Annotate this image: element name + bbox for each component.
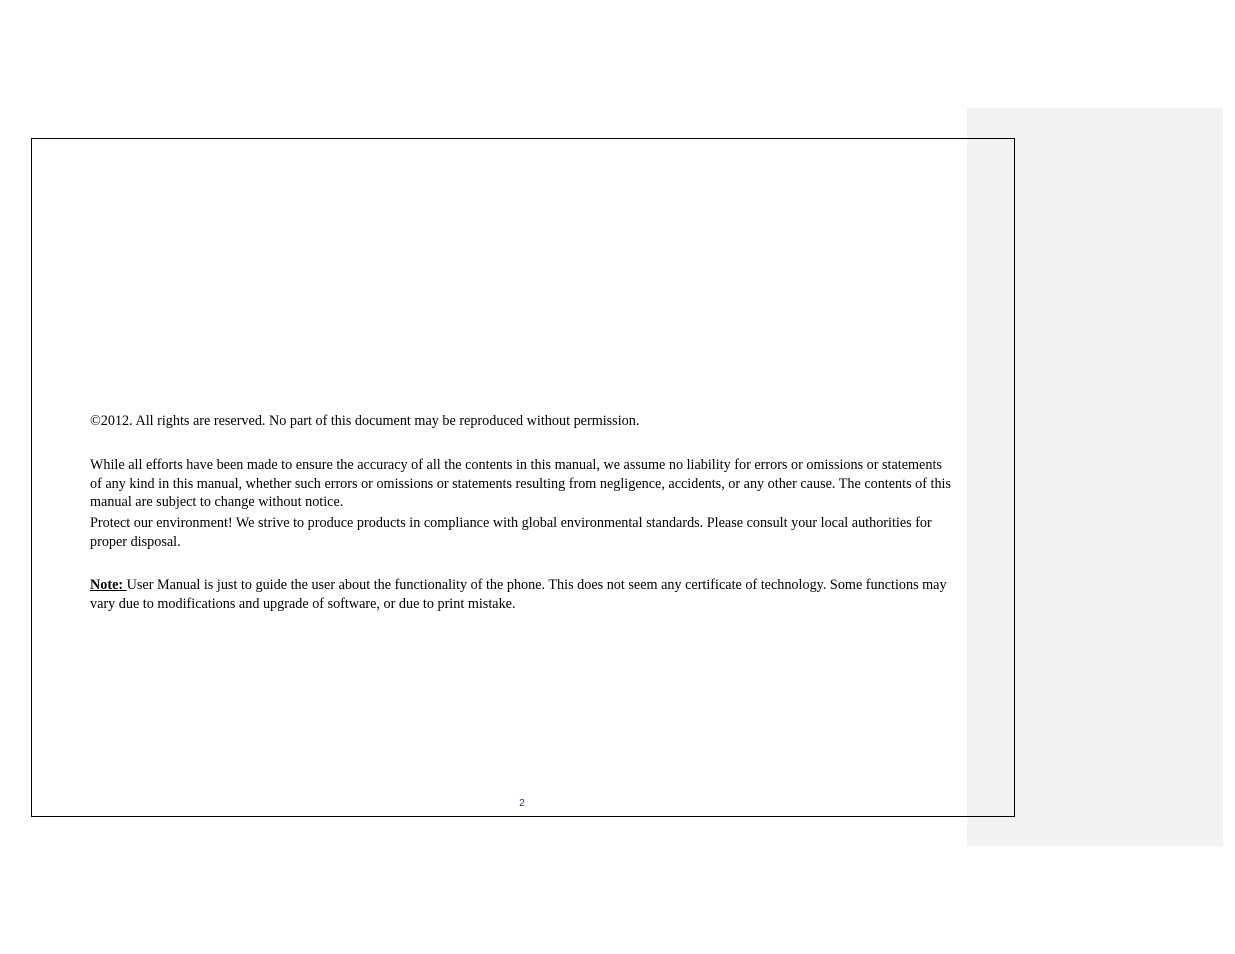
note-label: Note: (90, 577, 127, 593)
note-paragraph (90, 576, 956, 613)
note-text: User Manual is just to guide the user about the functionality of the phone. This does not seem any certificate of technology. Some functions may vary due to modifications and upgrade of software, or due to print mistake. (90, 577, 947, 612)
page-number: 2 (519, 798, 525, 809)
disclaimer-paragraph: While all efforts have been made to ensure the accuracy of all the contents in this manual, we assume no liability for errors or omissions or statements of any kind in this manual, whether such errors or omissions or statements resulting from negligence, accidents, or any other cause. The contents of this manual are subject to change without notice. (90, 457, 952, 511)
copyright-paragraph: ©2012. All rights are reserved. No part of this document may be reproduced without permission. (90, 413, 640, 429)
environment-paragraph: Protect our environment! We strive to produce products in compliance with global environmental standards. Please consult your local authorities for proper disposal. (90, 515, 932, 550)
